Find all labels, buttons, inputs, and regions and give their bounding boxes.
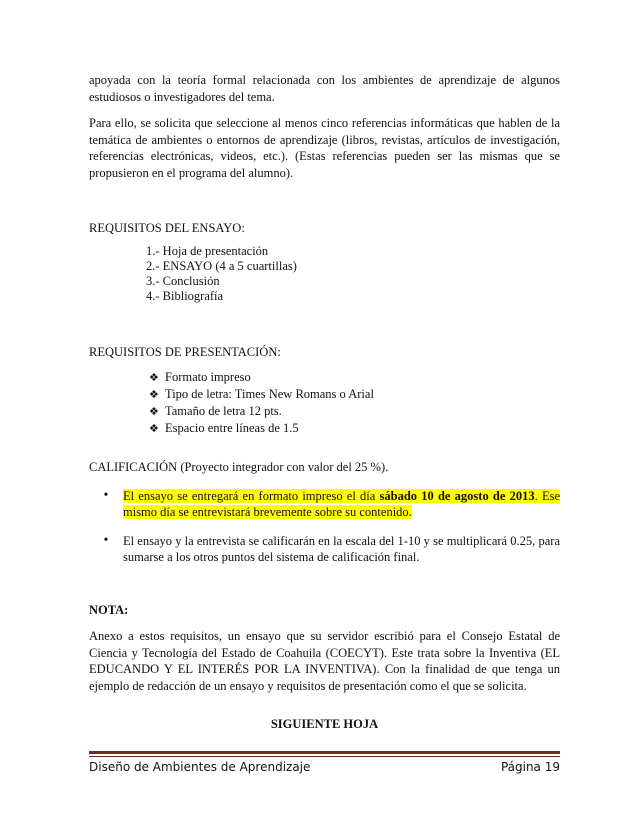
list-item: 1.- Hoja de presentación bbox=[146, 243, 269, 258]
footer-rule-thin bbox=[89, 756, 560, 757]
diamond-bullet-icon: ❖ bbox=[149, 388, 159, 401]
page-number: Página 19 bbox=[500, 760, 560, 774]
list-calificacion bbox=[89, 488, 560, 566]
list-item: ❖ Tipo de letra: Times New Romans o Arial bbox=[149, 387, 374, 401]
list-item: ❖ Espacio entre líneas de 1.5 bbox=[149, 421, 299, 435]
list-item: 3.- Conclusión bbox=[146, 273, 220, 288]
list-item: • El ensayo se entregará en formato impreso el día sábado 10 de agosto de 2013. Ese mismo día se entrevistará brevemente sobre su contenido. bbox=[89, 488, 560, 521]
heading-calificacion: CALIFICACIÓN (Proyecto integrador con valor del 25 %). bbox=[89, 460, 389, 474]
page-content bbox=[89, 72, 560, 733]
list-item: 2.- ENSAYO (4 a 5 cuartillas) bbox=[146, 258, 297, 273]
list-item: • El ensayo y la entrevista se calificarán en la escala del 1-10 y se multiplicará 0.25, para sumarse a los otros puntos del sistema de calificación final. bbox=[89, 533, 560, 566]
list-item: 4.- Bibliografía bbox=[146, 288, 224, 303]
bullet-icon: • bbox=[103, 532, 109, 548]
list-requisitos-ensayo bbox=[89, 244, 560, 304]
paragraph-nota: Anexo a estos requisitos, un ensayo que su servidor escribió para el Consejo Estatal de Ciencia y Tecnología del Estado de Coahuila (COECYT). Este trata sobre la Inventiva (EL EDUCANDO Y EL INTERÉS POR LA INVENTIVA). Con la finalidad de que tenga un ejemplo de redacción de un ensayo y requisitos de presentación como el que se solicita. bbox=[89, 629, 560, 693]
bullet-icon: • bbox=[103, 487, 109, 503]
heading-requisitos-ensayo: REQUISITOS DEL ENSAYO: bbox=[89, 221, 245, 235]
paragraph-references: Para ello, se solicita que seleccione al menos cinco referencias informáticas que hablen de la temática de ambientes o entornos de aprendizaje (libros, revistas, artículos de investigación, referencias electrónicas, videos, etc.). (Estas referencias pueden ser las mismas que se propusieron en el programa del alumno). bbox=[89, 116, 560, 180]
list-item: ❖ Formato impreso bbox=[149, 370, 251, 384]
page-footer bbox=[89, 760, 560, 774]
footer-rule bbox=[89, 751, 560, 754]
diamond-bullet-icon: ❖ bbox=[149, 371, 159, 384]
diamond-bullet-icon: ❖ bbox=[149, 422, 159, 435]
heading-nota: NOTA: bbox=[89, 602, 129, 617]
diamond-bullet-icon: ❖ bbox=[149, 405, 159, 418]
siguiente-hoja-label: SIGUIENTE HOJA bbox=[270, 717, 379, 731]
list-item: ❖ Tamaño de letra 12 pts. bbox=[149, 404, 282, 418]
footer-title: Diseño de Ambientes de Aprendizaje bbox=[89, 760, 311, 774]
paragraph-intro: apoyada con la teoría formal relacionada con los ambientes de aprendizaje de algunos estudiosos o investigadores del tema. bbox=[89, 73, 560, 104]
list-requisitos-presentacion bbox=[89, 369, 560, 437]
heading-requisitos-presentacion: REQUISITOS DE PRESENTACIÓN: bbox=[89, 344, 281, 359]
